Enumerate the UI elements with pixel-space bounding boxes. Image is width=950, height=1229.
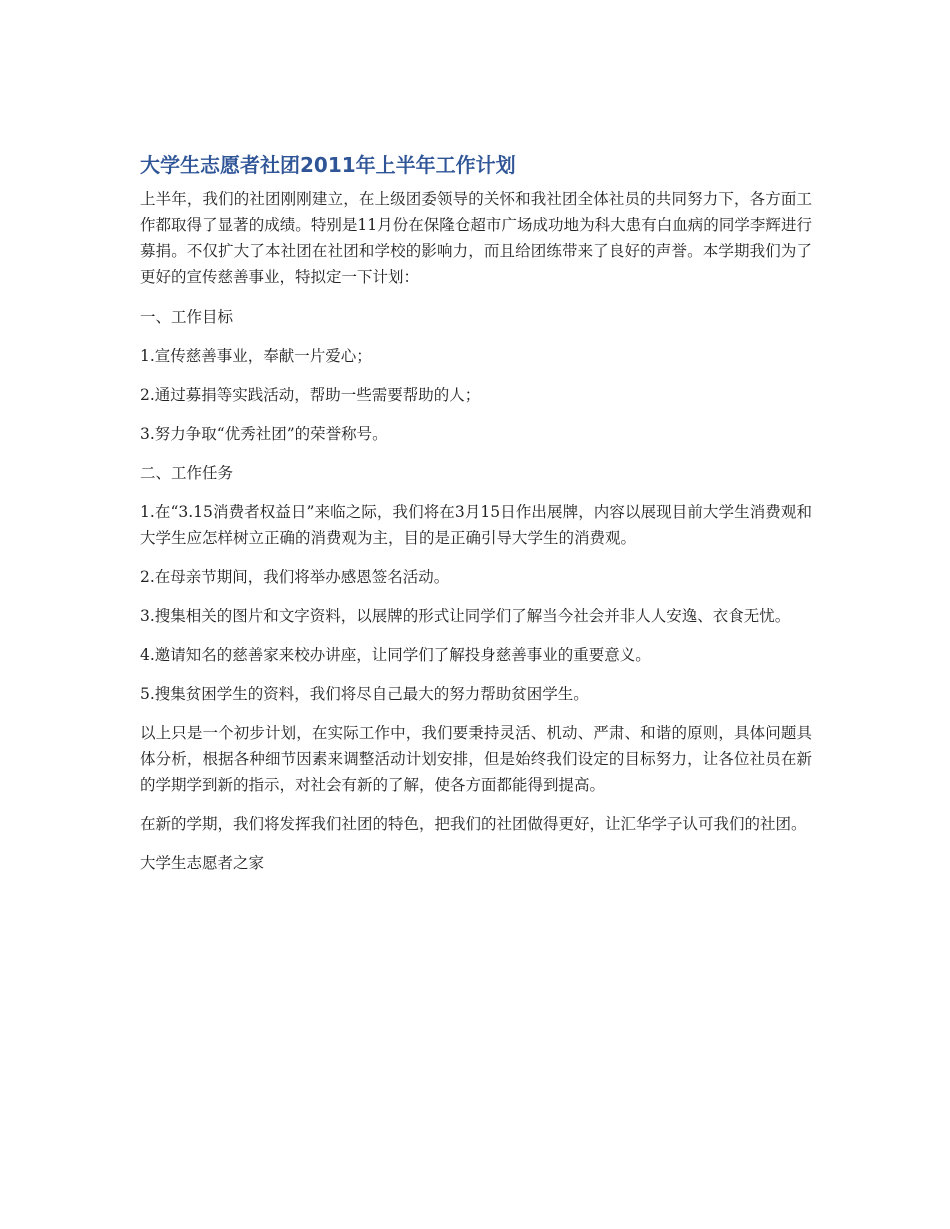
task-item-1: 1.在“3.15消费者权益日”来临之际，我们将在3月15日作出展牌，内容以展现目前大学生消费观和大学生应怎样树立正确的消费观为主，目的是正确引导大学生的消费观。 [140, 503, 812, 547]
goal-item-2: 2.通过募捐等实践活动，帮助一些需要帮助的人； [140, 386, 481, 404]
conclusion-paragraph-1: 以上只是一个初步计划，在实际工作中，我们要秉持灵活、机动、严肃、和谐的原则，具体问题具体分析，根据各种细节因素来调整活动计划安排，但是始终我们设定的目标努力，让各位社员在新的学期学到新的指示，对社会有新的了解，使各方面都能得到提高。 [140, 724, 812, 794]
section-heading-goals: 一、工作目标 [140, 308, 234, 326]
task-item-4: 4.邀请知名的慈善家来校办讲座，让同学们了解投身慈善事业的重要意义。 [140, 646, 651, 664]
task-item-5: 5.搜集贫困学生的资料，我们将尽自己最大的努力帮助贫困学生。 [140, 685, 589, 703]
goal-item-3: 3.努力争取“优秀社团”的荣誉称号。 [140, 425, 388, 443]
section-heading-tasks: 二、工作任务 [140, 464, 234, 482]
signature: 大学生志愿者之家 [140, 854, 265, 872]
intro-paragraph: 上半年，我们的社团刚刚建立，在上级团委领导的关怀和我社团全体社员的共同努力下，各方面工作都取得了显著的成绩。特别是11月份在保隆仓超市广场成功地为科大患有白血病的同学李辉进行募捐。不仅扩大了本社团在社团和学校的影响力，而且给团练带来了良好的声誉。本学期我们为了更好的宣传慈善事业，特拟定一下计划： [140, 190, 812, 286]
task-item-2: 2.在母亲节期间，我们将举办感恩签名活动。 [140, 568, 450, 586]
conclusion-paragraph-2: 在新的学期，我们将发挥我们社团的特色，把我们的社团做得更好，让汇华学子认可我们的社团。 [140, 815, 807, 833]
document-body [140, 150, 812, 889]
document-title: 大学生志愿者社团2011年上半年工作计划 [140, 153, 516, 177]
task-item-3: 3.搜集相关的图片和文字资料，以展牌的形式让同学们了解当今社会并非人人安逸、衣食无忧。 [140, 607, 791, 625]
goal-item-1: 1.宣传慈善事业，奉献一片爱心； [140, 347, 372, 365]
